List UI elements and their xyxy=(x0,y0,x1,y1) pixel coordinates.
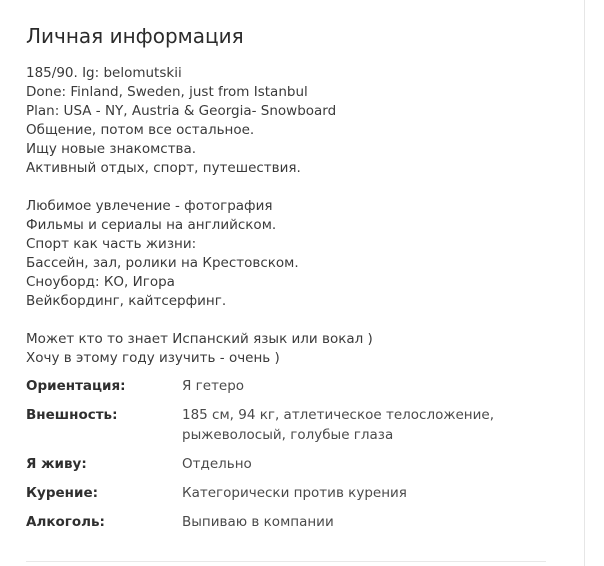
bio-line: Спорт как часть жизни: xyxy=(26,236,197,252)
bio-text xyxy=(26,64,566,368)
detail-value: Категорически против курения xyxy=(182,485,407,501)
detail-label: Курение: xyxy=(26,485,98,501)
bio-line: Фильмы и сериалы на английском. xyxy=(26,217,277,233)
detail-value: Я гетеро xyxy=(182,378,245,394)
detail-row-living xyxy=(26,454,566,474)
detail-row-smoking xyxy=(26,483,566,503)
detail-value-line: 185 см, 94 кг, атлетическое телосложение, xyxy=(182,407,495,423)
detail-value xyxy=(182,405,566,445)
detail-row-appearance xyxy=(26,405,566,445)
bio-line: Может кто то знает Испанский язык или вокал ) xyxy=(26,331,373,347)
bio-line: Активный отдых, спорт, путешествия. xyxy=(26,160,301,176)
bio-line: Plan: USA - NY, Austria & Georgia- Snowboard xyxy=(26,103,337,119)
detail-value-line: рыжеволосый, голубые глаза xyxy=(182,427,394,443)
bio-line: Общение, потом все остальное. xyxy=(26,122,255,138)
detail-value: Выпиваю в компании xyxy=(182,514,334,530)
bio-line: Сноуборд: КО, Игора xyxy=(26,274,175,290)
detail-row-alcohol xyxy=(26,512,566,532)
bio-line: 185/90. Ig: belomutskii xyxy=(26,65,182,81)
detail-label: Ориентация: xyxy=(26,378,126,394)
bio-line: Хочу в этому году изучить - очень ) xyxy=(26,350,280,366)
bio-line: Ищу новые знакомства. xyxy=(26,141,197,157)
bio-line: Любимое увлечение - фотография xyxy=(26,198,273,214)
detail-label: Алкоголь: xyxy=(26,514,105,530)
bio-line: Done: Finland, Sweden, just from Istanbul xyxy=(26,84,308,100)
detail-label: Я живу: xyxy=(26,456,87,472)
bio-line: Вейкбординг, кайтсерфинг. xyxy=(26,293,227,309)
detail-value: Отдельно xyxy=(182,456,252,472)
bio-paragraph-gap xyxy=(26,178,566,197)
bio-paragraph-gap xyxy=(26,311,566,330)
section-divider xyxy=(26,561,546,562)
detail-label: Внешность: xyxy=(26,407,118,423)
bio-line: Бассейн, зал, ролики на Крестовском. xyxy=(26,255,299,271)
section-title: Личная информация xyxy=(26,24,244,48)
detail-row-orientation xyxy=(26,376,566,396)
